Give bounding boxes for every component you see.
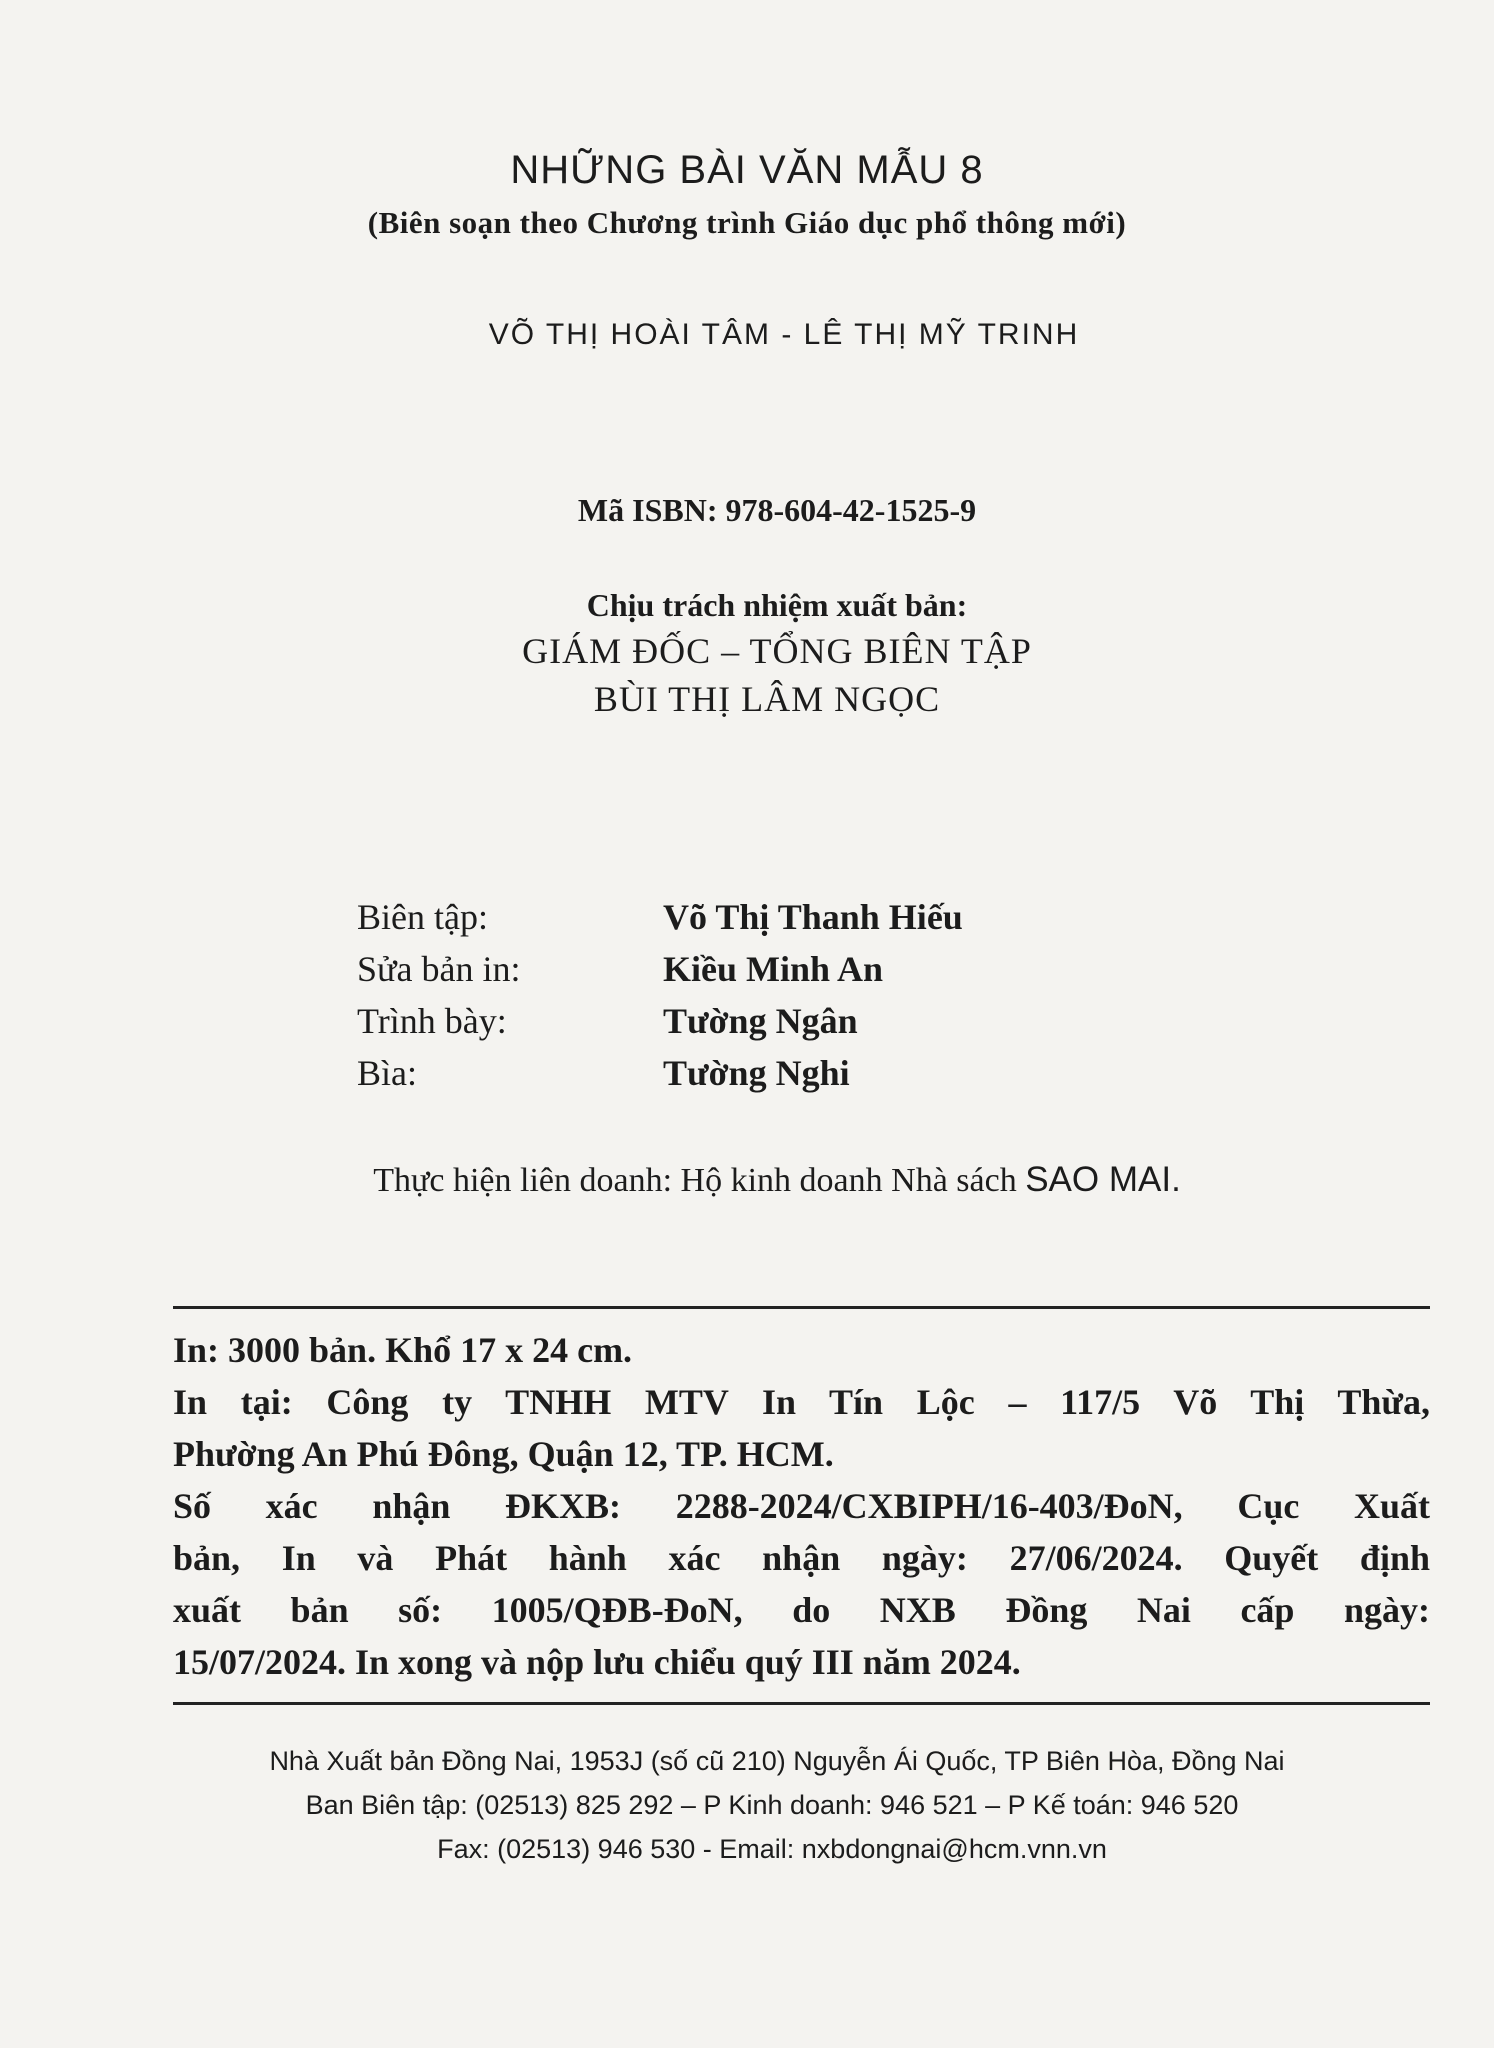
responsibility-name: BÙI THỊ LÂM NGỌC bbox=[593, 679, 941, 719]
printing-line: In tại: Công ty TNHH MTV In Tín Lộc – 117/5 Võ Thị Thừa, bbox=[173, 1382, 1430, 1422]
credit-role: Sửa bản in: bbox=[357, 949, 521, 989]
publisher-phones: Ban Biên tập: (02513) 825 292 – P Kinh doanh: 946 521 – P Kế toán: 946 520 bbox=[305, 1790, 1239, 1820]
credit-name: Tường Nghi bbox=[663, 1053, 850, 1093]
responsibility-title: GIÁM ĐỐC – TỔNG BIÊN TẬP bbox=[522, 631, 1032, 671]
printing-line: 15/07/2024. In xong và nộp lưu chiểu quý III năm 2024. bbox=[173, 1642, 1021, 1682]
credit-role: Trình bày: bbox=[357, 1001, 507, 1041]
responsibility-label: Chịu trách nhiệm xuất bản: bbox=[586, 587, 968, 623]
credit-row-editor bbox=[357, 896, 963, 948]
credit-row-cover bbox=[357, 1052, 963, 1104]
joint-venture-brand: SAO MAI. bbox=[1025, 1160, 1181, 1199]
joint-venture-text: Thực hiện liên doanh: Hộ kinh doanh Nhà sách bbox=[373, 1162, 1026, 1199]
printing-line: In: 3000 bản. Khổ 17 x 24 cm. bbox=[173, 1330, 633, 1370]
printing-line: Phường An Phú Đông, Quận 12, TP. HCM. bbox=[173, 1434, 834, 1474]
printing-line: xuất bản số: 1005/QĐB-ĐoN, do NXB Đồng Nai cấp ngày: bbox=[173, 1590, 1430, 1630]
joint-venture bbox=[30, 1160, 1494, 1200]
credit-name: Kiều Minh An bbox=[663, 949, 884, 989]
publisher-contact: Fax: (02513) 946 530 - Email: nxbdongnai@hcm.vnn.vn bbox=[437, 1834, 1107, 1864]
credit-name: Tường Ngân bbox=[663, 1001, 858, 1041]
credit-row-layout bbox=[357, 1000, 963, 1052]
divider-bottom bbox=[173, 1702, 1430, 1705]
printing-info bbox=[173, 1324, 1430, 1688]
isbn: Mã ISBN: 978-604-42-1525-9 bbox=[577, 492, 977, 528]
credit-name: Võ Thị Thanh Hiếu bbox=[663, 897, 963, 937]
printing-line: bản, In và Phát hành xác nhận ngày: 27/06/2024. Quyết định bbox=[173, 1538, 1430, 1578]
printing-line: Số xác nhận ĐKXB: 2288-2024/CXBIPH/16-403/ĐoN, Cục Xuất bbox=[173, 1486, 1430, 1526]
book-authors: VÕ THỊ HOÀI TÂM - LÊ THỊ MỸ TRINH bbox=[488, 318, 1080, 351]
publisher-address: Nhà Xuất bản Đồng Nai, 1953J (số cũ 210) Nguyễn Ái Quốc, TP Biên Hòa, Đồng Nai bbox=[269, 1746, 1285, 1776]
credit-role: Bìa: bbox=[357, 1053, 417, 1093]
credit-role: Biên tập: bbox=[357, 897, 488, 937]
credits-list bbox=[357, 896, 963, 1104]
credit-row-proofreader bbox=[357, 948, 963, 1000]
divider-top bbox=[173, 1306, 1430, 1309]
book-title: NHỮNG BÀI VĂN MẪU 8 bbox=[510, 148, 984, 192]
book-subtitle: (Biên soạn theo Chương trình Giáo dục phổ thông mới) bbox=[367, 205, 1127, 240]
